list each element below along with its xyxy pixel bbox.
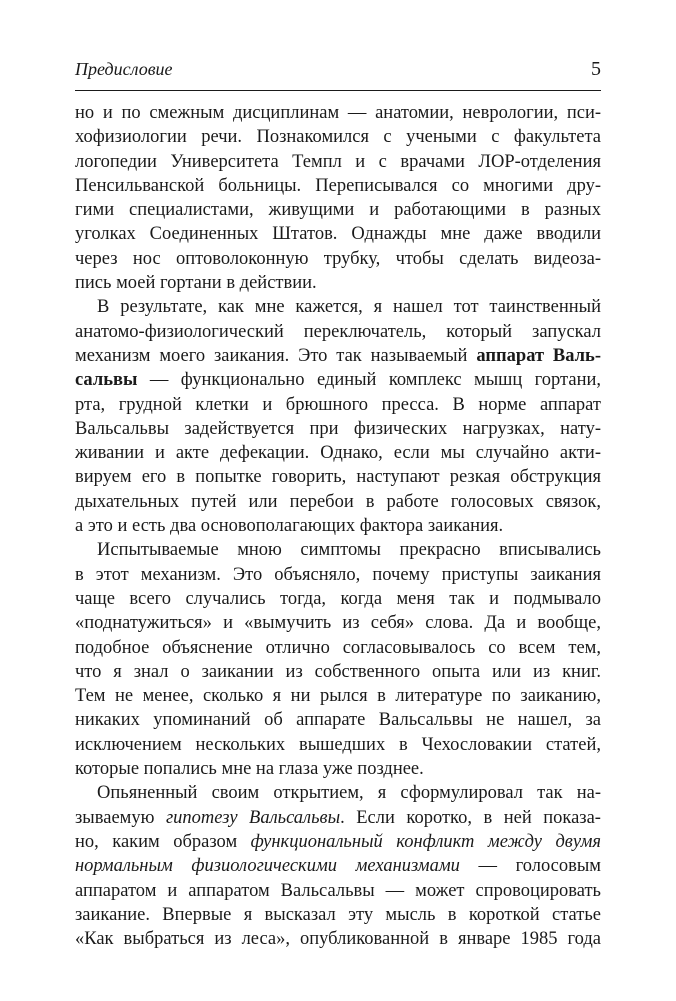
- text-line: которые попались мне на глаза уже позднее.: [75, 759, 424, 780]
- text-line: гими специалистами, живущими и работающими в разных: [75, 200, 601, 221]
- text-line: зываемую гипотезу Вальсальвы. Если коротко, в ней показа-: [75, 807, 601, 828]
- text-line: аппаратом и аппаратом Вальсальвы — может спровоцировать: [75, 880, 601, 901]
- paragraph-4: [75, 781, 601, 951]
- text-line: пись моей гортани в действии.: [75, 273, 317, 294]
- page-number: 5: [591, 58, 601, 80]
- text-line: Испытываемые мною симптомы прекрасно вписывались: [97, 540, 601, 561]
- text-line: уголках Соединенных Штатов. Однажды мне даже вводили: [75, 224, 601, 245]
- text-line: анатомо-физиологический переключатель, который запускал: [75, 321, 601, 342]
- running-header: [75, 58, 601, 86]
- text-line: «поднатужиться» и «вымучить из себя» слова. Да и вообще,: [75, 613, 601, 634]
- text-line: сальвы — функционально единый комплекс мышц гортани,: [75, 370, 601, 391]
- book-page: [75, 58, 601, 951]
- text-line: но, каким образом функциональный конфликт между двумя: [75, 831, 601, 852]
- text-line: механизм моего заикания. Это так называемый аппарат Валь-: [75, 345, 601, 366]
- italic-term: нормальным физиологическими механизмами: [75, 856, 460, 877]
- chapter-title: Предисловие: [75, 59, 173, 79]
- bold-term: аппарат Валь-: [476, 345, 601, 366]
- text-line: в этот механизм. Это объясняло, почему приступы заикания: [75, 564, 601, 585]
- text-line: рта, грудной клетки и брюшного пресса. В норме аппарат: [75, 394, 601, 415]
- text-line: через нос оптоволоконную трубку, чтобы сделать видеоза-: [75, 248, 601, 269]
- text-line: Опьяненный своим открытием, я сформулировал так на-: [97, 783, 601, 804]
- text-line: вируем его в попытке говорить, наступают резкая обструкция: [75, 467, 601, 488]
- text-line: Вальсальвы задействуется при физических нагрузках, нату-: [75, 418, 601, 439]
- italic-term: гипотезу Вальсальвы: [165, 807, 341, 828]
- text-line: подобное объяснение отлично согласовывалось со всем тем,: [75, 637, 601, 658]
- bold-term: сальвы: [75, 370, 138, 391]
- italic-term: функциональный конфликт между двумя: [250, 831, 601, 852]
- text-line: Тем не менее, сколько я ни рылся в литературе по заиканию,: [75, 686, 601, 707]
- paragraph-3: [75, 538, 601, 781]
- text-line: хофизиологии речи. Познакомился с учеными с факультета: [75, 127, 601, 148]
- text-line: что я знал о заикании из собственного опыта или из книг.: [75, 661, 601, 682]
- text-line: дыхательных путей или перебои в работе голосовых связок,: [75, 491, 601, 512]
- text-line: а это и есть два основополагающих фактора заикания.: [75, 516, 504, 537]
- text-line: «Как выбраться из леса», опубликованной в январе 1985 года: [75, 929, 601, 950]
- paragraph-1: [75, 101, 601, 295]
- text-line: исключением нескольких вышедших в Чехословакии статей,: [75, 734, 601, 755]
- text-line: никаких упоминаний об аппарате Вальсальвы не нашел, за: [75, 710, 601, 731]
- text-line: логопедии Университета Темпл и с врачами ЛОР-отделения: [75, 151, 601, 172]
- text-line: но и по смежным дисциплинам — анатомии, неврологии, пси-: [75, 103, 601, 123]
- text-line: В результате, как мне кажется, я нашел тот таинственный: [97, 297, 601, 318]
- text-line: Пенсильванской больницы. Переписывался со многими дру-: [75, 175, 601, 196]
- paragraph-2: [75, 295, 601, 538]
- text-line: нормальным физиологическими механизмами — голосовым: [75, 856, 601, 877]
- text-line: заикание. Впервые я высказал эту мысль в короткой статье: [75, 904, 601, 925]
- text-line: чаще всего случались тогда, когда меня так и подмывало: [75, 588, 601, 609]
- text-line: живании и акте дефекации. Однако, если мы случайно акти-: [75, 443, 601, 464]
- header-rule: [75, 90, 601, 91]
